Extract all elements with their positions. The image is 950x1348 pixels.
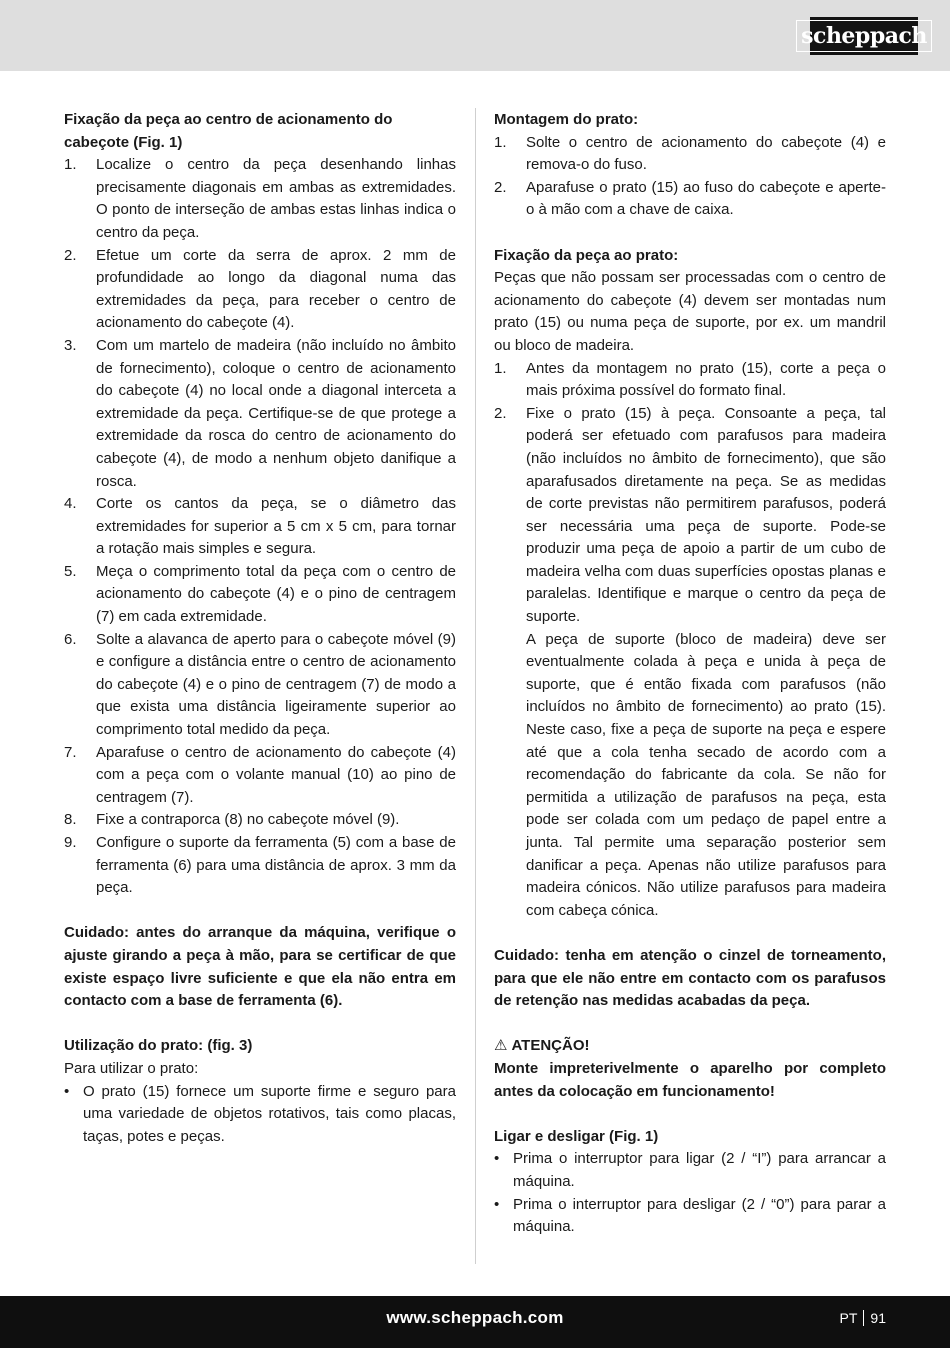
section-heading-fixation-faceplate: Fixação da peça ao prato: xyxy=(494,246,679,264)
right-column xyxy=(494,109,886,1239)
list-item: 2. Fixe o prato (15) à peça. Consoante a peça, tal poderá ser efetuado com parafusos para madeira (não incluídos no âmbito de fornecimento), que são aparafusados diretamente na peça. Se as medidas de corte previstas não permitirem parafusos, poderá ser necessária uma peça de suporte. Pode-se produzir uma peça de apoio a partir de um cubo de madeira velha com duas superfícies opostas planas e paralelas. Identifique e marque o centro da peça de suporte. A peça de suporte (bloco de madeira) deve ser eventualmente colada à peça e unida à peça de suporte, que é então fixada com parafusos (não incluídos no âmbito de fornecimento) ao prato (15). Neste caso, fixe a peça de suporte na peça e espere até que a cola tenha secado de acordo com a recomendação do fabricante da cola. Se não for permitida a utilização de parafusos na peça, esta pode ser colada com um pedaço de papel entre a junta. Tal permite uma separação posterior sem danificar a peça. Apenas não utilize parafusos para madeira cónicos. Não utilize parafusos para madeira com cabeça cónica. xyxy=(494,403,886,923)
section-heading-faceplate-use: Utilização do prato: (fig. 3) xyxy=(64,1037,253,1055)
left-column xyxy=(64,109,456,1148)
list-item: 3. Com um martelo de madeira (não incluído no âmbito de fornecimento), coloque o centro de acionamento do cabeçote (4) no local onde a diagonal interceta a extremidade da peça. Certifique-se de que protege a extremidade da rosca do centro de acionamento do cabeçote (4), de modo a nenhum objeto danifique a rosca. xyxy=(64,336,456,490)
section-heading-on-off: Ligar e desligar (Fig. 1) xyxy=(494,1127,659,1145)
footer-divider xyxy=(863,1310,864,1326)
list-item: 4. Corte os cantos da peça, se o diâmetro das extremidades for superior a 5 cm x 5 cm, para tornar a rotação mais simples e segura. xyxy=(64,495,456,558)
list-item: 8. Fixe a contraporca (8) no cabeçote móvel (9). xyxy=(64,811,400,829)
section-intro: Para utilizar o prato: xyxy=(64,1059,199,1077)
brand-logo xyxy=(801,17,927,55)
caution-note: Cuidado: tenha em atenção o cinzel de torneamento, para que ele não entre em contacto com os parafusos de retenção nas medidas acabadas da peça. xyxy=(494,946,886,1010)
footer-bar xyxy=(0,1296,950,1348)
list-item: 9. Configure o suporte da ferramenta (5) com a base de ferramenta (6) para uma distância de aprox. 3 mm da peça. xyxy=(64,834,456,897)
section-heading-fixation-head: Fixação da peça ao centro de acionamento do cabeçote (Fig. 1) xyxy=(64,111,393,151)
language-code: PT xyxy=(839,1310,858,1326)
list-item: 5. Meça o comprimento total da peça com o centro de acionamento do cabeçote (4) e o pino de centragem (7) em cada extremidade. xyxy=(64,562,456,626)
list-item: 1. Localize o centro da peça desenhando linhas precisamente diagonais em ambas as extremidades. O ponto de interseção de ambas estas linhas indica o centro da peça. xyxy=(64,156,456,241)
warning-heading: ⚠ ATENÇÃO! xyxy=(494,1035,886,1058)
brand-logo-text: scheppach xyxy=(796,20,932,52)
page-number: 91 xyxy=(870,1310,886,1326)
list-item: 2. Aparafuse o prato (15) ao fuso do cabeçote e aperte-o à mão com a chave de caixa. xyxy=(494,178,886,219)
list-item: • Prima o interruptor para desligar (2 / “0”) para parar a máquina. xyxy=(494,1195,886,1236)
caution-note: Cuidado: antes do arranque da máquina, verifique o ajuste girando a peça à mão, para se certificar de que existe espaço livre suficiente e que ela não entra em contacto com a base de ferramenta (6). xyxy=(64,924,456,1010)
section-heading-faceplate-mount: Montagem do prato: xyxy=(494,111,639,128)
warning-triangle-icon: ⚠ xyxy=(494,1037,508,1055)
list-item: 6. Solte a alavanca de aperto para o cabeçote móvel (9) e configure a distância entre o centro de acionamento do cabeçote (4) e o pino de centragem (7) de modo a que exista uma distância ligeiramente superior ao comprimento total medido da peça. xyxy=(64,630,456,739)
list-item: 1. Solte o centro de acionamento do cabeçote (4) e remova-o do fuso. xyxy=(494,133,886,174)
list-item: • O prato (15) fornece um suporte firme e seguro para uma variedade de objetos rotativos, tais como placas, taças, potes e peças. xyxy=(64,1082,456,1145)
warning-text: Monte impreterivelmente o aparelho por completo antes da colocação em funcionamento! xyxy=(494,1059,886,1100)
list-item: 1. Antes da montagem no prato (15), corte a peça o mais próxima possível do formato final. xyxy=(494,359,886,400)
page-indicator xyxy=(840,1310,886,1326)
list-item-continuation: A peça de suporte (bloco de madeira) deve ser eventualmente colada à peça e unida à peça de suporte, que é então fixada com parafusos (não incluídos no âmbito de fornecimento) ao prato (15). Neste caso, fixe a peça de suporte na peça e espere até que a cola tenha secado de acordo com a recomendação do fabricante da cola. Se não for permitida a utilização de parafusos na peça, esta pode ser colada com um pedaço de papel entre a junta. Tal permite uma separação posterior sem danificar a peça. Apenas não utilize parafusos para madeira cónicos. Não utilize parafusos para madeira com cabeça cónica. xyxy=(526,630,886,919)
footer-website-link[interactable]: www.scheppach.com xyxy=(386,1308,564,1327)
section-intro: Peças que não possam ser processadas com o centro de acionamento do cabeçote (4) devem ser montadas num prato (15) ou numa peça de suporte, por ex. um mandril ou bloco de madeira. xyxy=(494,269,886,354)
list-item: 7. Aparafuse o centro de acionamento do cabeçote (4) com a peça com o volante manual (10) ao pino de centragem (7). xyxy=(64,743,456,806)
list-item: • Prima o interruptor para ligar (2 / “I”) para arrancar a máquina. xyxy=(494,1150,886,1190)
column-divider xyxy=(475,108,476,1264)
list-item: 2. Efetue um corte da serra de aprox. 2 mm de profundidade ao longo da diagonal numa das extremidades da peça, para receber o centro de acionamento do cabeçote (4). xyxy=(64,246,456,332)
